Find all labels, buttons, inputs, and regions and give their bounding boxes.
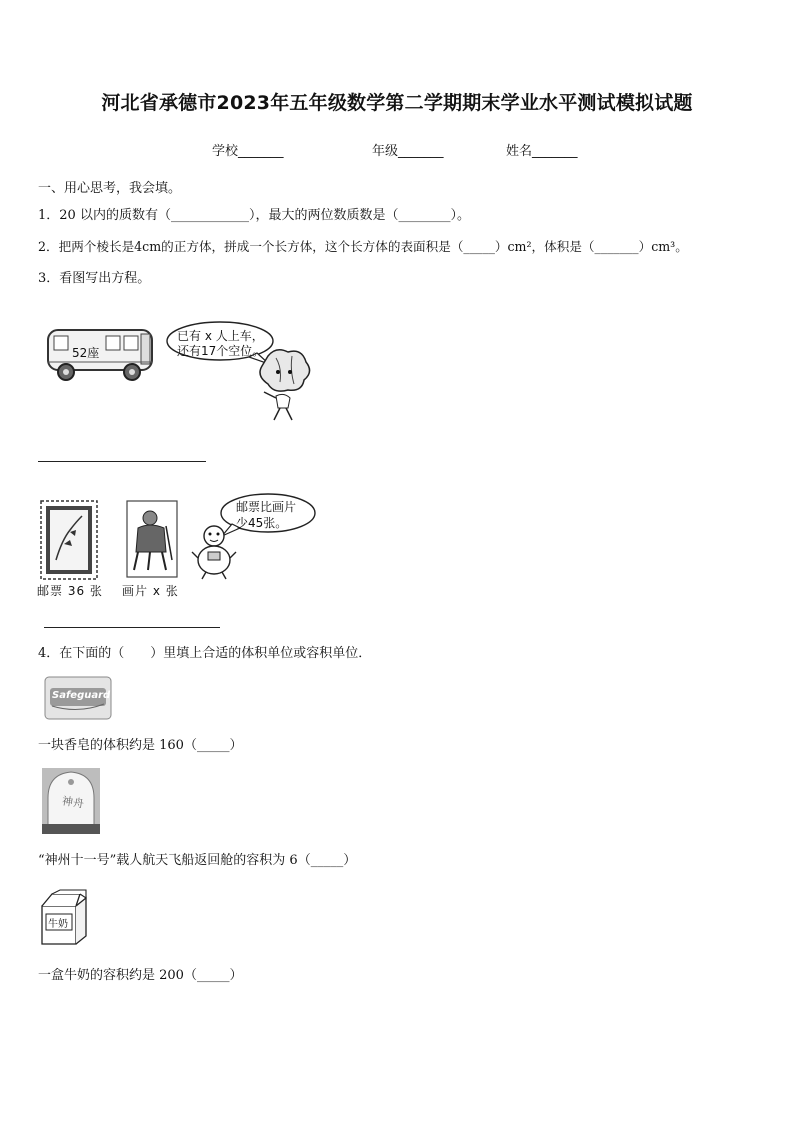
picture-card-image: [126, 500, 178, 578]
grade-field: 年级_______: [372, 144, 444, 159]
capsule-label: 神舟: [61, 794, 85, 811]
bus-illustration: [44, 326, 159, 384]
answer-line[interactable]: [38, 461, 206, 462]
school-field: 学校_______: [212, 144, 284, 159]
question-1: 1．20 以内的质数有（____________），最大的两位数质数是（________）。: [38, 208, 470, 223]
capsule-question: “神州十一号”载人航天飞船返回舱的容积为 6（_____）: [38, 853, 357, 868]
question-3: 3．看图写出方程。: [38, 271, 151, 286]
question-2: 2．把两个棱长是4cm的正方体，拼成一个长方体，这个长方体的表面积是（_____）cm²，体积是（_______）cm³。: [38, 239, 688, 254]
milk-question: 一盒牛奶的容积约是 200（_____）: [38, 968, 243, 983]
milk-label: 牛奶: [48, 919, 68, 930]
name-field: 姓名_______: [506, 144, 578, 159]
section-heading: 一、用心思考，我会填。: [38, 181, 182, 196]
speech-line-2: 少45张。: [236, 516, 288, 530]
page-title: 河北省承德市2023年五年级数学第二学期期末学业水平测试模拟试题: [101, 92, 693, 114]
soap-brand: Safeguard: [52, 690, 111, 701]
speech-line-1: 已有 x 人上车，: [177, 329, 264, 343]
cartoon-character: [190, 522, 240, 580]
bus-seats-label: 52座: [72, 346, 100, 360]
cartoon-character: [252, 346, 314, 424]
stamp-caption: 邮票 36 张: [37, 584, 103, 598]
soap-question: 一块香皂的体积约是 160（_____）: [38, 738, 243, 753]
stamp-image: [40, 500, 98, 580]
answer-line[interactable]: [44, 627, 220, 628]
speech-line-1: 邮票比画片: [236, 500, 297, 514]
card-caption: 画片 x 张: [122, 584, 179, 598]
question-4: 4．在下面的（ ）里填上合适的体积单位或容积单位．: [38, 646, 372, 661]
speech-line-2: 还有17个空位。: [177, 344, 265, 358]
